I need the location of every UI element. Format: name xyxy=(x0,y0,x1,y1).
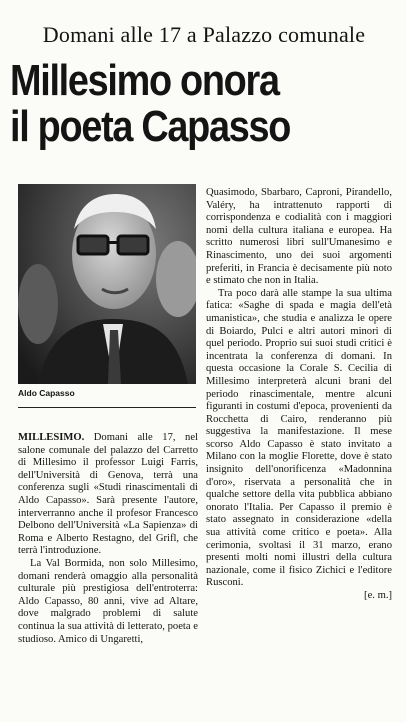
paragraph-2: La Val Bormida, non solo Millesimo, domani renderà omaggio alla personalità culturale più prestigiosa dell'entroterra: Aldo Capasso, 80 anni, vive ad Altare, dove malgrado problemi di salute continua la sua attività di letterato, poeta e studioso. Amico di Ungaretti, xyxy=(18,557,198,645)
main-headline xyxy=(10,58,347,150)
headline-line-2: il poeta Capasso xyxy=(10,102,291,151)
article-column-2 xyxy=(206,187,392,603)
paragraph-1 xyxy=(18,432,198,558)
portrait-photo xyxy=(18,184,196,384)
article-column-1 xyxy=(18,432,198,646)
paragraph-1-text: Domani alle 17, nel salone comunale del palazzo del Carretto di Millesimo il professor Luigi Farris, dell'Università di Genova, terrà una conferenza sugli «Studi rinascimentali di Aldo Capasso». Sarà presente l'autore, interverranno anche il profesor Francesco Delbono dell'Università «La Sapienza» di Roma e Alberto Restagno, del Grifl, che terrà l'introduzione. xyxy=(18,432,198,557)
paragraph-4: Tra poco darà alle stampe la sua ultima fatica: «Saghe di spada e magia dell'età umanistica», che studia e analizza le opere di Boiardo, Pulci e altri autori minori di quel periodo. Proprio sui suoi studi critici è incentrata la conferenza di domani. In questa occasione la Corale S. Cecilia di Millesimo interpreterà alcuni brani del periodo rinascimentale, mentre alcuni figuranti in costumi d'epoca, provenienti da Rocchetta di Cairo, renderanno più suggestiva la manifestazione. Il mese scorso Aldo Capasso è stato invitato a Milano con la moglie Florette, dove è stato insignito dell'onorificenza «Madonnina d'oro», riservata a personalità che in qualche settore della vita pubblica abbiano onorato l'Italia. Per Capasso il premio è stato assegnato in considerazione «della sua attività come critico e poeta». Alla cerimonia, svoltasi il 31 marzo, erano presenti molti nomi illustri della cultura nazionale, come il fisico Zichici e l'editore Rusconi. xyxy=(206,287,392,589)
photo-caption: Aldo Capasso xyxy=(18,388,75,398)
dateline: MILLESIMO. xyxy=(18,432,85,443)
author-signature: [e. m.] xyxy=(364,590,392,601)
kicker-headline: Domani alle 17 a Palazzo comunale xyxy=(42,22,366,47)
caption-divider xyxy=(18,407,196,408)
paragraph-3: Quasimodo, Sbarbaro, Caproni, Pirandello, Valéry, ha intrattenuto rapporti di corrispondenza e codialità con i maggiori nomi della cultura italiana e europea. Ha scritto numerosi libri sull'Umanesimo e Rinascimento, uno dei suoi argomenti preferiti, in Francia è decisamente più noto e stimato che non in Italia. xyxy=(206,187,392,287)
headline-line-1: Millesimo onora xyxy=(10,56,279,105)
